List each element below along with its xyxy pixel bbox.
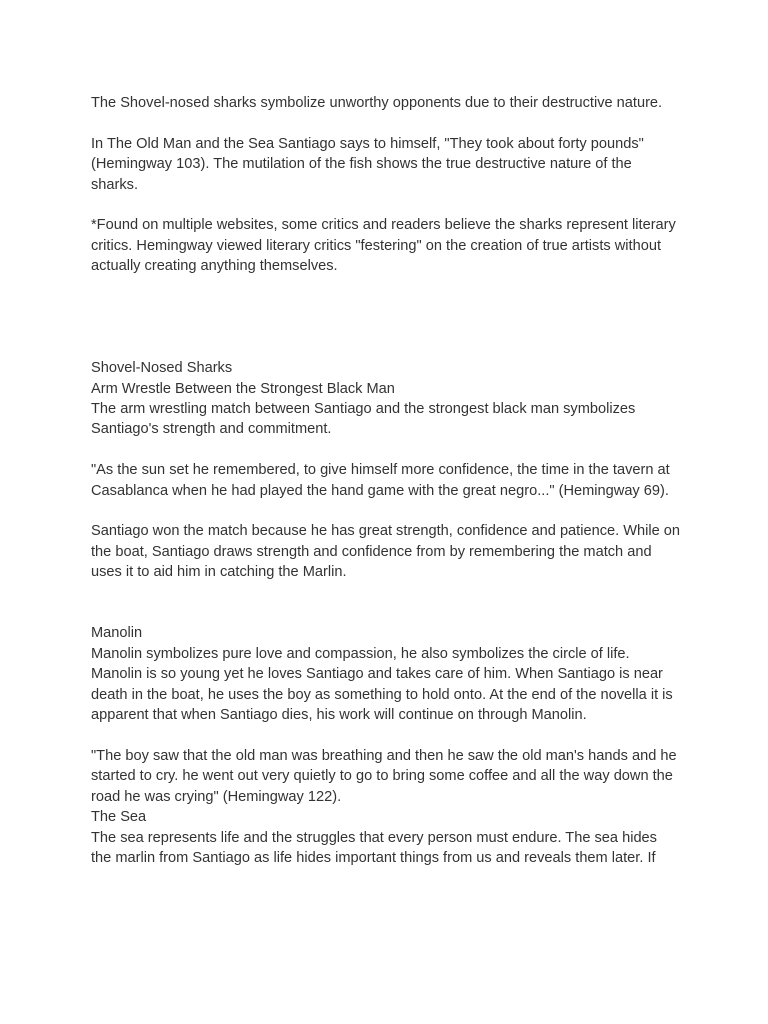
paragraph-spacer xyxy=(91,195,681,215)
manolin-symbol-paragraph: Manolin symbolizes pure love and compassion, he also symbolizes the circle of life. Manolin is so young yet he loves Santiago and takes care of him. When Santiago is near death in the boat, he uses the boy as something to hold onto. At the end of the novella it is apparent that when Santiago dies, his work will continue on through Manolin. xyxy=(91,645,673,724)
arm-wrestle-symbol-paragraph: The arm wrestling match between Santiago and the strongest black man symbolizes Santiago's strength and commitment. xyxy=(91,401,636,438)
manolin-quote-paragraph: "The boy saw that the old man was breathing and then he saw the old man's hands and he started to cry. he went out very quietly to go to bring some coffee and all the way down the road he was crying" (Hemingway 122). xyxy=(91,747,677,805)
sharks-symbol-paragraph: The Shovel-nosed sharks symbolize unworthy opponents due to their destructive nature. xyxy=(91,95,663,111)
paragraph-spacer xyxy=(91,113,681,133)
document-body xyxy=(91,93,681,868)
arm-wrestle-analysis-paragraph: Santiago won the match because he has great strength, confidence and patience. While on the boat, Santiago draws strength and confidence from by remembering the match and uses it to aid him in catching the Marlin. xyxy=(91,523,681,581)
paragraph-spacer xyxy=(91,440,681,460)
sea-symbol-paragraph: The sea represents life and the struggles that every person must endure. The sea hides the marlin from Santiago as life hides important things from us and reveals them later. If xyxy=(91,829,657,866)
sharks-quote-paragraph: In The Old Man and the Sea Santiago says to himself, "They took about forty pounds" (Hemingway 103). The mutilation of the fish shows the true destructive nature of the sharks. xyxy=(91,135,644,193)
heading-shovel-nosed-sharks: Shovel-Nosed Sharks xyxy=(91,360,233,377)
heading-arm-wrestle: Arm Wrestle Between the Strongest Black Man xyxy=(91,380,395,397)
paragraph-spacer xyxy=(91,725,681,745)
heading-the-sea: The Sea xyxy=(91,809,147,826)
sharks-critics-paragraph: *Found on multiple websites, some critics and readers believe the sharks represent literary critics. Hemingway viewed literary critics "festering" on the creation of true artists without actually creating anything themselves. xyxy=(91,217,676,275)
paragraph-spacer xyxy=(91,501,681,521)
heading-manolin: Manolin xyxy=(91,625,143,642)
arm-wrestle-quote-paragraph: "As the sun set he remembered, to give himself more confidence, the time in the tavern at Casablanca when he had played the hand game with the great negro..." (Hemingway 69). xyxy=(91,462,670,499)
section-spacer xyxy=(91,277,681,359)
section-spacer xyxy=(91,583,681,624)
